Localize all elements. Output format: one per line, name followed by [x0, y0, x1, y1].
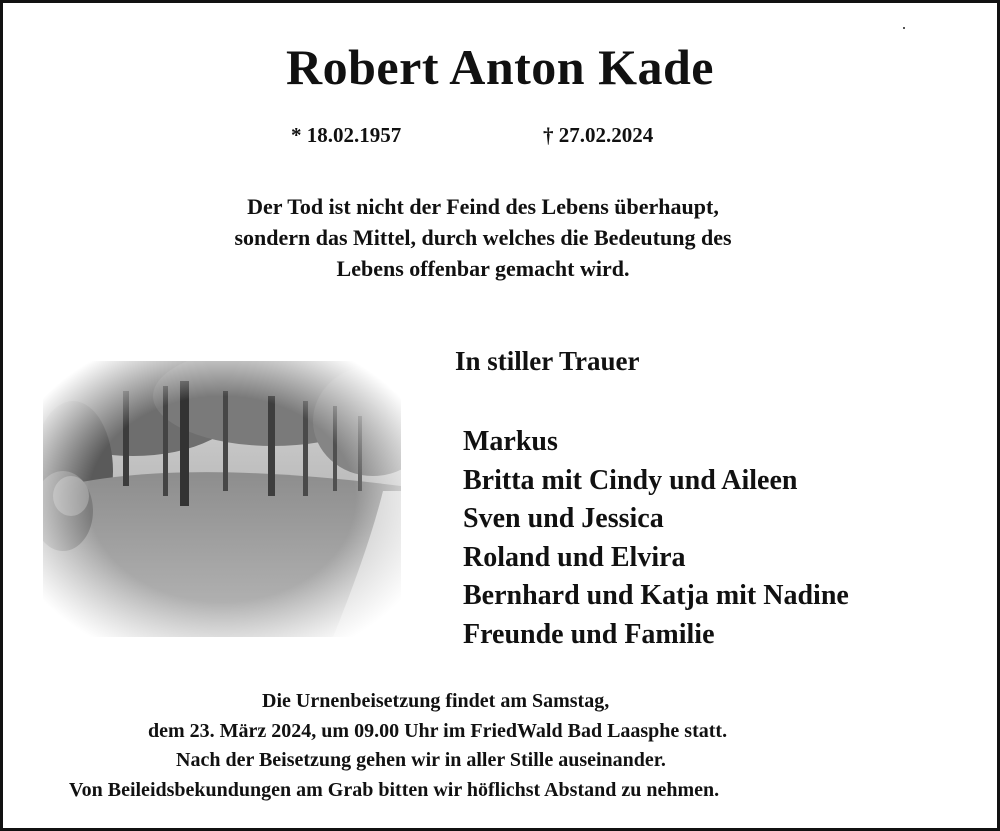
notice-line: Von Beileidsbekundungen am Grab bitten wir höflichst Abstand zu nehmen.	[69, 778, 720, 801]
quote-line: Lebens offenbar gemacht wird.	[336, 256, 630, 281]
park-trees-photo	[43, 361, 401, 637]
mourner-name: Bernhard und Katja mit Nadine	[463, 580, 849, 612]
mourning-heading: In stiller Trauer	[455, 346, 640, 376]
deceased-name: Robert Anton Kade	[286, 39, 714, 95]
funeral-notice	[3, 687, 997, 805]
quote-line: sondern das Mittel, durch welches die Bedeutung des	[234, 225, 732, 250]
death-date: † 27.02.2024	[543, 123, 654, 147]
notice-line: Nach der Beisetzung gehen wir in aller Stille auseinander.	[176, 749, 666, 771]
print-speck	[903, 27, 905, 29]
mourner-name: Roland und Elvira	[463, 541, 686, 573]
mourner-name: Freunde und Familie	[463, 618, 715, 650]
mourner-name: Britta mit Cindy und Aileen	[463, 464, 798, 496]
mourners-list	[463, 423, 849, 655]
memorial-quote	[123, 191, 843, 284]
birth-date: * 18.02.1957	[291, 123, 402, 147]
park-trees-image	[43, 361, 401, 637]
notice-line: dem 23. März 2024, um 09.00 Uhr im FriedWald Bad Laasphe statt.	[148, 719, 728, 742]
quote-line: Der Tod ist nicht der Feind des Lebens überhaupt,	[247, 194, 719, 219]
notice-line: Die Urnenbeisetzung findet am Samstag,	[262, 690, 610, 712]
mourner-name: Sven und Jessica	[463, 503, 664, 535]
mourner-name: Markus	[463, 426, 558, 457]
